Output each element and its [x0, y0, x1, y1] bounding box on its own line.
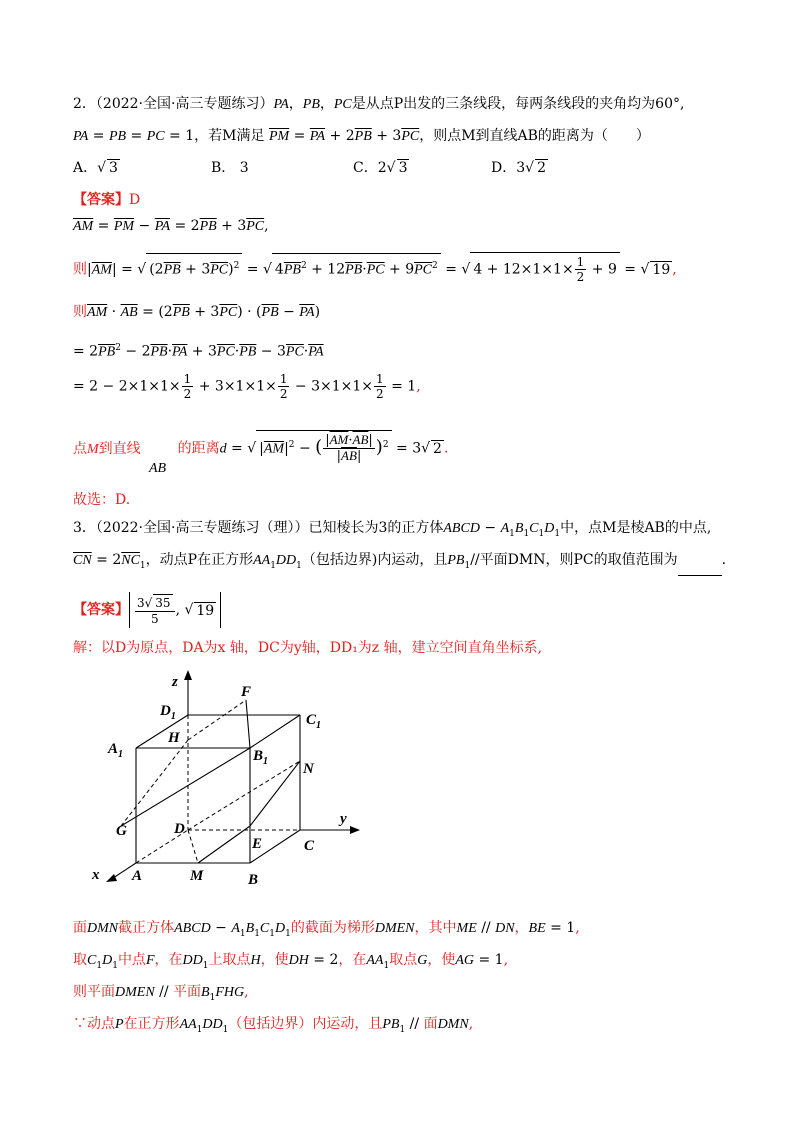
seg-hf: [188, 700, 246, 740]
q2-solution-line3: 则$\overline{AM} \cdot \overline{AB} = (2\overline{PB} + 3\overline{PC}) \cdot (\overline{PB} - \overline{PA})$: [73, 304, 321, 320]
q2-options: [73, 158, 753, 180]
seg-dn: [188, 761, 300, 830]
q2-option-c: C．2√ 3: [353, 160, 408, 176]
label-d: D: [174, 821, 185, 837]
q2-conclusion: 故选：D.: [73, 492, 131, 508]
seg-dm: [188, 830, 198, 863]
cube-figure: [88, 668, 388, 888]
q2-solution-line2: 则$|\overline{AM}|$ = √ $(2\overline{PB} + 3\overline{PC})^2$ = √ $4\overline{PB}^2 + 12\overline{PB}\cdot\overline{PC} + 9\overline{PC}^2$ = √ 4 + 12×1×1× $\frac{1}{2}$ + 9 = √ 19 ,: [73, 252, 677, 284]
label-e: E: [252, 836, 263, 852]
q2-solution-line1: $\overline{AM} = \overline{PM} - \overline{PA} = 2\overline{PB} + 3\overline{PC}$,: [73, 218, 269, 234]
seg-gb1: [121, 748, 250, 826]
q3-solution-line3: 取$C_1D_1$中点F，在$DD_1$上取点H，使DH = 2，在$AA_1$取点G，使AG = 1,: [73, 952, 509, 971]
label-d1: $D_1$: [160, 703, 176, 722]
q3-stem-line2: $\overline{CN} = 2\overline{NC}_1$，动点P在正方形$AA_1DD_1$（包括边界)内运动，且$PB_1//$平面DMN，则PC的取值范围为 .: [73, 550, 726, 576]
label-y: y: [340, 811, 347, 827]
q2-option-a: A．√ 3: [73, 160, 118, 176]
q2-answer: 【答案】D: [73, 192, 141, 208]
q2-solution-line4: = $2\overline{PB}^2 - 2\overline{PB}\cdot\overline{PA} + 3\overline{PC}\cdot\overline{PB} - 3\overline{PC}\cdot\overline{PA}$: [73, 343, 324, 360]
label-g: G: [116, 823, 127, 839]
q3-solution-line5: ∵动点P在正方形$AA_1DD_1$（包括边界）内运动，且$PB_1$ // 面DMN,: [73, 1016, 474, 1035]
label-n: N: [303, 761, 314, 777]
label-z: z: [172, 674, 178, 690]
y-arrow-icon: [350, 826, 360, 834]
q3-solution-line1: 解：以D为原点，DA为x 轴，DC为y轴，DD₁为z 轴，建立空间直角坐标系,: [73, 640, 543, 656]
label-x: x: [92, 867, 100, 883]
z-arrow-icon: [184, 670, 192, 680]
x-arrow-icon: [106, 874, 117, 882]
q3-stem-line1: 3．（2022·全国·高三专题练习（理））已知棱长为3的正方体ABCD − $A_1B_1C_1D_1$中，点M是棱AB的中点,: [73, 520, 712, 539]
label-c: C: [304, 838, 315, 854]
label-b1: $B_1$: [253, 748, 269, 767]
q2-solution-line5: = 2 − 2×1×1× $\frac{1}{2}$ + 3×1×1× $\frac{1}{2}$ − 3×1×1× $\frac{1}{2}$ = 1,: [73, 372, 421, 401]
label-c1: $C_1$: [306, 712, 322, 731]
q3-solution-line2: 面DMN截正方体ABCD − $A_1B_1C_1D_1$的截面为梯形DMEN，其中ME // DN，BE = 1,: [73, 920, 580, 939]
label-a1: $A_1$: [108, 741, 124, 760]
label-f: F: [241, 684, 252, 700]
edge-b1c1: [250, 715, 300, 748]
seg-gh: [121, 740, 188, 826]
seg-b1f: [246, 700, 250, 748]
q2-stem-line1: 2．（2022·全国·高三专题练习）PA，PB，PC是从点P出发的三条线段，每两条线段的夹角均为60°,: [73, 96, 685, 112]
q2-stem-line2: PA = PB = PC = 1，若M满足 $\overline{PM} = \overline{PA} + 2\overline{PB} + 3\overline{PC}$，则点M到直线AB的距离为（ ）: [73, 128, 650, 144]
seg-en: [250, 761, 300, 826]
label-h: H: [168, 730, 180, 746]
q2-line-ab-sub: AB: [149, 461, 167, 476]
q2-option-b: B． 3: [211, 160, 249, 176]
edge-a1d1: [136, 715, 188, 748]
q3-solution-line4: 则平面DMEN // 平面$B_1FHG$,: [73, 984, 249, 1003]
label-m: M: [190, 868, 204, 884]
answer-blank: [678, 561, 722, 576]
q2-solution-distance: 点M到直线 AB 的距离d = √ $|\overline{AM}|^2$ − ( $\frac{|\overline{AM}\cdot\overline{AB}|}{|\overline{AB}|}$ )$^2$ = 3√ 2 .: [73, 430, 448, 476]
seg-me: [198, 826, 250, 863]
label-b: B: [248, 872, 259, 888]
q2-option-d: D．3√ 2: [491, 160, 546, 176]
label-a: A: [132, 868, 143, 884]
q3-answer: 【答案】 $\frac{3√ 35}{5}$ , √ 19: [73, 592, 221, 628]
